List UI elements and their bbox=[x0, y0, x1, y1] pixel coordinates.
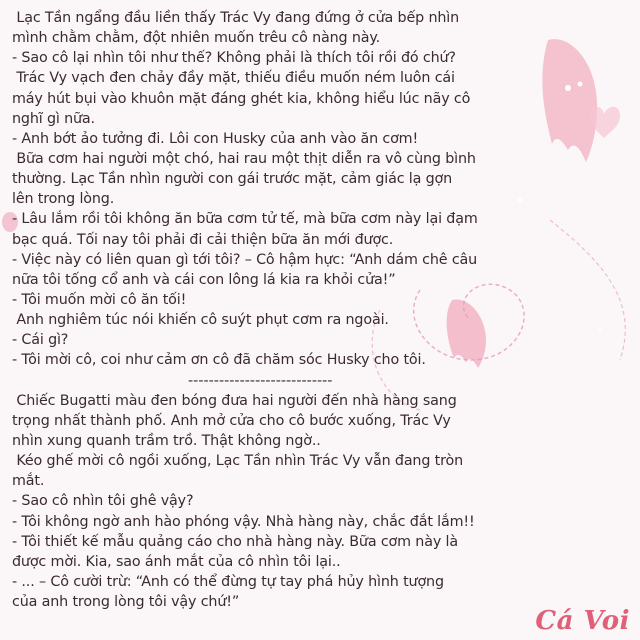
story-line: - Cái gì? bbox=[12, 332, 69, 349]
story-line: mắt. bbox=[12, 473, 45, 490]
story-line: thường. Lạc Tần nhìn người con gái trước mặt, cảm giác lạ gợn bbox=[12, 171, 453, 188]
story-line: nhìn xung quanh trầm trồ. Thật không ngờ.. bbox=[12, 432, 321, 449]
story-text bbox=[12, 8, 634, 612]
story-line: - Anh bớt ảo tưởng đi. Lôi con Husky của anh vào ăn cơm! bbox=[12, 130, 419, 147]
story-line: - Tôi mời cô, coi như cảm ơn cô đã chăm sóc Husky cho tôi. bbox=[12, 352, 426, 369]
story-line: Anh nghiêm túc nói khiến cô suýt phụt cơm ra ngoài. bbox=[12, 312, 389, 329]
story-line: - Sao cô lại nhìn tôi như thế? Không phải là thích tôi rồi đó chứ? bbox=[12, 50, 456, 67]
story-line: lên trong lòng. bbox=[12, 191, 115, 208]
story-line: được mời. Kia, sao ánh mắt của cô nhìn tôi lại.. bbox=[12, 553, 341, 570]
story-line: Bữa cơm hai người một chó, hai rau một thịt diễn ra vô cùng bình bbox=[12, 150, 476, 167]
story-line: mình chằm chằm, đột nhiên muốn trêu cô nàng này. bbox=[12, 30, 381, 47]
story-line: - Sao cô nhìn tôi ghê vậy? bbox=[12, 493, 194, 510]
section-divider: ---------------------------- bbox=[188, 372, 333, 389]
story-line: của anh trong lòng tôi vậy chứ!” bbox=[12, 594, 240, 611]
story-line: - Tôi thiết kế mẫu quảng cáo cho nhà hàng này. Bữa cơm này là bbox=[12, 533, 458, 550]
story-line: nghĩ gì nữa. bbox=[12, 110, 95, 127]
story-line: Trác Vy vạch đen chảy đầy mặt, thiếu điều muốn ném luôn cái bbox=[12, 70, 455, 87]
story-line: nữa tôi tống cổ anh và cái con lông lá kia ra khỏi cửa!” bbox=[12, 271, 396, 288]
story-line: trọng nhất thành phố. Anh mở cửa cho cô bước xuống, Trác Vy bbox=[12, 412, 451, 429]
story-line: - Lâu lắm rồi tôi không ăn bữa cơm tử tế, mà bữa cơm này lại đạm bbox=[12, 211, 478, 228]
story-line: Lạc Tần ngẩng đầu liền thấy Trác Vy đang đứng ở cửa bếp nhìn bbox=[12, 10, 460, 26]
story-line: - Việc này có liên quan gì tới tôi? – Cô hậm hực: “Anh dám chê câu bbox=[12, 251, 478, 268]
story-line: Kéo ghế mời cô ngồi xuống, Lạc Tần nhìn Trác Vy vẫn đang tròn bbox=[12, 453, 464, 470]
story-line: - Tôi không ngờ anh hào phóng vậy. Nhà hàng này, chắc đắt lắm!! bbox=[12, 513, 475, 530]
story-line: - Tôi muốn mời cô ăn tối! bbox=[12, 291, 187, 308]
story-line: - ... – Cô cười trừ: “Anh có thể đừng tự tay phá hủy hình tượng bbox=[12, 573, 444, 590]
story-line: bạc quá. Tối nay tôi phải đi cải thiện bữa ăn mới được. bbox=[12, 231, 394, 248]
author-signature: Cá Voi bbox=[535, 606, 630, 636]
story-line: máy hút bụi vào khuôn mặt đáng ghét kia, không hiểu lúc nãy cô bbox=[12, 90, 471, 107]
story-line: Chiếc Bugatti màu đen bóng đưa hai người đến nhà hàng sang bbox=[12, 392, 457, 409]
